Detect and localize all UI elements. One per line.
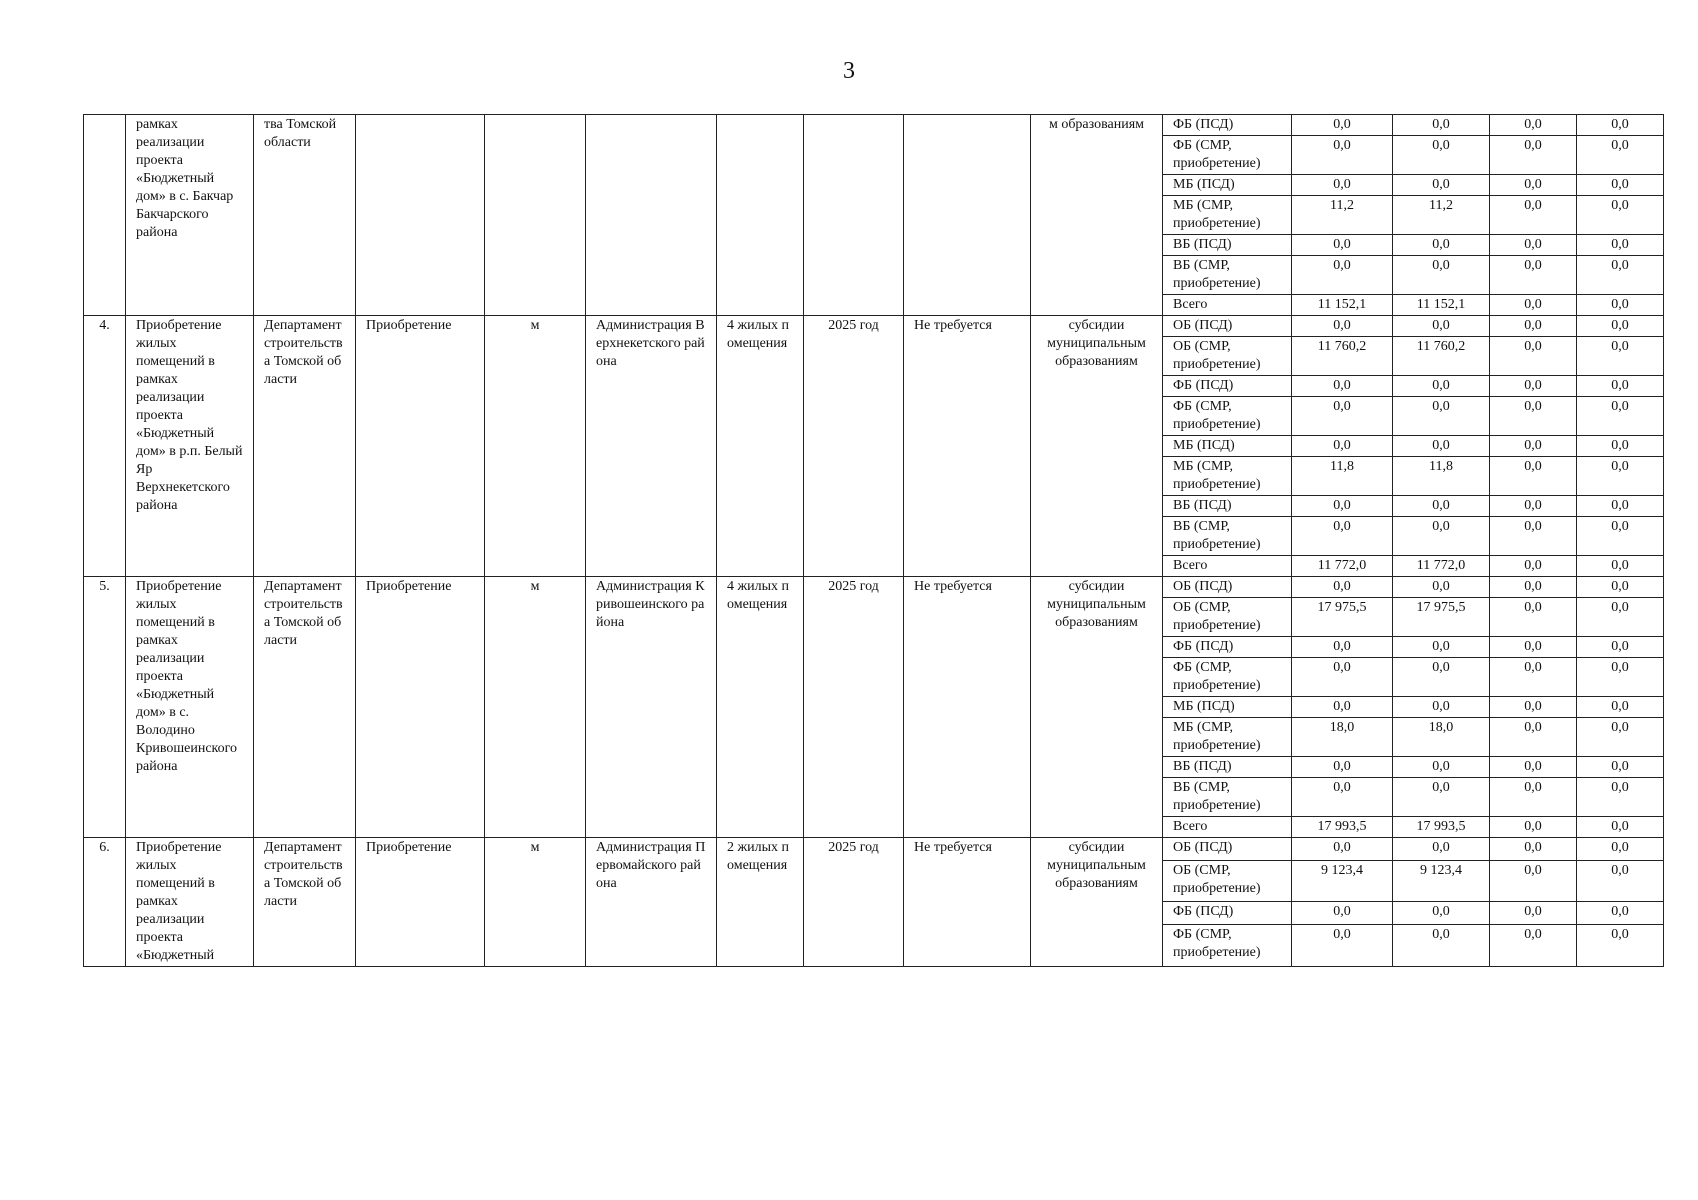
amount-cell: 0,0 <box>1577 697 1664 718</box>
funding-source: МБ (ПСД) <box>1163 436 1292 457</box>
amount-cell: 0,0 <box>1490 925 1577 967</box>
project-recipient: Администрация Первомайского района <box>586 838 717 967</box>
amount-cell: 0,0 <box>1490 577 1577 598</box>
amount-cell: 0,0 <box>1393 436 1490 457</box>
amount-cell: 0,0 <box>1393 925 1490 967</box>
amount-cell: 0,0 <box>1577 517 1664 556</box>
amount-cell: 0,0 <box>1577 718 1664 757</box>
page-number: 3 <box>843 58 855 84</box>
project-capacity <box>717 115 804 316</box>
amount-cell: 0,0 <box>1292 658 1393 697</box>
funding-source: ОБ (СМР, приобретение) <box>1163 337 1292 376</box>
amount-cell: 0,0 <box>1577 496 1664 517</box>
amount-cell: 11,2 <box>1292 196 1393 235</box>
amount-cell: 0,0 <box>1393 697 1490 718</box>
table-row <box>84 115 1664 136</box>
amount-cell: 0,0 <box>1490 637 1577 658</box>
amount-cell: 0,0 <box>1292 256 1393 295</box>
amount-cell: 0,0 <box>1577 757 1664 778</box>
amount-cell: 0,0 <box>1292 517 1393 556</box>
project-number <box>84 115 126 316</box>
amount-cell: 17 993,5 <box>1292 817 1393 838</box>
amount-cell: 11,2 <box>1393 196 1490 235</box>
amount-cell: 0,0 <box>1490 556 1577 577</box>
funding-source: ОБ (ПСД) <box>1163 577 1292 598</box>
amount-cell: 0,0 <box>1490 838 1577 861</box>
funding-source: МБ (ПСД) <box>1163 697 1292 718</box>
amount-cell: 0,0 <box>1577 902 1664 925</box>
funding-source: ОБ (ПСД) <box>1163 316 1292 337</box>
amount-cell: 0,0 <box>1490 235 1577 256</box>
amount-cell: 0,0 <box>1490 860 1577 902</box>
amount-cell: 0,0 <box>1577 136 1664 175</box>
amount-cell: 0,0 <box>1577 778 1664 817</box>
project-capacity: 4 жилых помещения <box>717 577 804 838</box>
project-mechanism: субсидии муниципальным образованиям <box>1031 838 1163 967</box>
table-body <box>84 115 1664 967</box>
project-period: 2025 год <box>804 838 904 967</box>
amount-cell: 0,0 <box>1393 637 1490 658</box>
project-period <box>804 115 904 316</box>
project-executor: тва Томской области <box>254 115 356 316</box>
project-name: Приобретение жилых помещений в рамках реализации проекта «Бюджетный <box>126 838 254 967</box>
amount-cell: 11 760,2 <box>1393 337 1490 376</box>
amount-cell: 0,0 <box>1292 136 1393 175</box>
amount-cell: 0,0 <box>1577 397 1664 436</box>
funding-source: ФБ (ПСД) <box>1163 637 1292 658</box>
amount-cell: 0,0 <box>1393 256 1490 295</box>
amount-cell: 0,0 <box>1577 376 1664 397</box>
project-unit: м <box>485 316 586 577</box>
amount-cell: 0,0 <box>1292 577 1393 598</box>
project-name: Приобретение жилых помещений в рамках реализации проекта «Бюджетный дом» в с. Володино Кривошеинского района <box>126 577 254 838</box>
amount-cell: 0,0 <box>1490 295 1577 316</box>
amount-cell: 11 152,1 <box>1292 295 1393 316</box>
project-unit: м <box>485 577 586 838</box>
amount-cell: 18,0 <box>1292 718 1393 757</box>
amount-cell: 0,0 <box>1393 838 1490 861</box>
amount-cell: 0,0 <box>1393 778 1490 817</box>
funding-source: ФБ (СМР, приобретение) <box>1163 925 1292 967</box>
amount-cell: 0,0 <box>1292 902 1393 925</box>
amount-cell: 0,0 <box>1577 436 1664 457</box>
table-row <box>84 577 1664 598</box>
amount-cell: 0,0 <box>1577 295 1664 316</box>
funding-source: Всего <box>1163 556 1292 577</box>
amount-cell: 0,0 <box>1577 235 1664 256</box>
funding-source: ВБ (СМР, приобретение) <box>1163 517 1292 556</box>
project-kind: Приобретение <box>356 838 485 967</box>
amount-cell: 0,0 <box>1490 115 1577 136</box>
funding-source: ФБ (СМР, приобретение) <box>1163 397 1292 436</box>
funding-source: ВБ (СМР, приобретение) <box>1163 256 1292 295</box>
funding-source: МБ (ПСД) <box>1163 175 1292 196</box>
amount-cell: 0,0 <box>1490 598 1577 637</box>
amount-cell: 0,0 <box>1490 902 1577 925</box>
amount-cell: 0,0 <box>1393 577 1490 598</box>
amount-cell: 11,8 <box>1393 457 1490 496</box>
project-number: 4. <box>84 316 126 577</box>
amount-cell: 0,0 <box>1292 697 1393 718</box>
project-period: 2025 год <box>804 316 904 577</box>
amount-cell: 0,0 <box>1292 235 1393 256</box>
amount-cell: 0,0 <box>1292 397 1393 436</box>
amount-cell: 0,0 <box>1393 316 1490 337</box>
amount-cell: 0,0 <box>1393 376 1490 397</box>
amount-cell: 0,0 <box>1490 397 1577 436</box>
amount-cell: 0,0 <box>1292 778 1393 817</box>
funding-source: ФБ (ПСД) <box>1163 115 1292 136</box>
amount-cell: 0,0 <box>1292 637 1393 658</box>
amount-cell: 0,0 <box>1577 316 1664 337</box>
funding-source: ОБ (СМР, приобретение) <box>1163 860 1292 902</box>
amount-cell: 11 760,2 <box>1292 337 1393 376</box>
funding-source: ФБ (СМР, приобретение) <box>1163 136 1292 175</box>
project-mechanism: субсидии муниципальным образованиям <box>1031 316 1163 577</box>
amount-cell: 0,0 <box>1490 175 1577 196</box>
project-executor: Департамент строительства Томской области <box>254 316 356 577</box>
amount-cell: 11,8 <box>1292 457 1393 496</box>
amount-cell: 0,0 <box>1490 757 1577 778</box>
project-expertise: Не требуется <box>904 838 1031 967</box>
project-kind <box>356 115 485 316</box>
amount-cell: 0,0 <box>1577 860 1664 902</box>
funding-source: МБ (СМР, приобретение) <box>1163 457 1292 496</box>
amount-cell: 0,0 <box>1393 115 1490 136</box>
amount-cell: 0,0 <box>1490 337 1577 376</box>
amount-cell: 0,0 <box>1292 925 1393 967</box>
amount-cell: 0,0 <box>1577 598 1664 637</box>
amount-cell: 0,0 <box>1292 496 1393 517</box>
amount-cell: 0,0 <box>1393 496 1490 517</box>
funding-source: МБ (СМР, приобретение) <box>1163 196 1292 235</box>
amount-cell: 0,0 <box>1393 136 1490 175</box>
amount-cell: 9 123,4 <box>1292 860 1393 902</box>
amount-cell: 18,0 <box>1393 718 1490 757</box>
project-mechanism: м образованиям <box>1031 115 1163 316</box>
project-kind: Приобретение <box>356 316 485 577</box>
project-name: рамках реализации проекта «Бюджетный дом» в с. Бакчар Бакчарского района <box>126 115 254 316</box>
amount-cell: 0,0 <box>1577 196 1664 235</box>
project-executor: Департамент строительства Томской области <box>254 838 356 967</box>
amount-cell: 0,0 <box>1490 778 1577 817</box>
funding-source: МБ (СМР, приобретение) <box>1163 718 1292 757</box>
amount-cell: 0,0 <box>1490 517 1577 556</box>
amount-cell: 0,0 <box>1577 457 1664 496</box>
project-period: 2025 год <box>804 577 904 838</box>
amount-cell: 11 772,0 <box>1393 556 1490 577</box>
project-kind: Приобретение <box>356 577 485 838</box>
amount-cell: 0,0 <box>1393 902 1490 925</box>
project-capacity: 2 жилых помещения <box>717 838 804 967</box>
amount-cell: 0,0 <box>1490 376 1577 397</box>
funding-source: ОБ (ПСД) <box>1163 838 1292 861</box>
amount-cell: 0,0 <box>1490 697 1577 718</box>
amount-cell: 0,0 <box>1490 817 1577 838</box>
project-expertise <box>904 115 1031 316</box>
amount-cell: 0,0 <box>1393 658 1490 697</box>
budget-table <box>83 114 1664 967</box>
funding-source: Всего <box>1163 817 1292 838</box>
amount-cell: 0,0 <box>1292 436 1393 457</box>
amount-cell: 0,0 <box>1490 136 1577 175</box>
table-row <box>84 316 1664 337</box>
amount-cell: 0,0 <box>1490 457 1577 496</box>
funding-source: ВБ (ПСД) <box>1163 757 1292 778</box>
amount-cell: 0,0 <box>1490 718 1577 757</box>
project-name: Приобретение жилых помещений в рамках реализации проекта «Бюджетный дом» в р.п. Белый Яр Верхнекетского района <box>126 316 254 577</box>
amount-cell: 0,0 <box>1577 817 1664 838</box>
amount-cell: 11 772,0 <box>1292 556 1393 577</box>
funding-source: ФБ (СМР, приобретение) <box>1163 658 1292 697</box>
amount-cell: 17 975,5 <box>1292 598 1393 637</box>
table-row <box>84 838 1664 861</box>
project-executor: Департамент строительства Томской области <box>254 577 356 838</box>
funding-source: ОБ (СМР, приобретение) <box>1163 598 1292 637</box>
project-expertise: Не требуется <box>904 577 1031 838</box>
amount-cell: 0,0 <box>1577 337 1664 376</box>
amount-cell: 0,0 <box>1292 376 1393 397</box>
amount-cell: 0,0 <box>1393 235 1490 256</box>
funding-source: ФБ (ПСД) <box>1163 902 1292 925</box>
project-expertise: Не требуется <box>904 316 1031 577</box>
amount-cell: 0,0 <box>1577 115 1664 136</box>
funding-source: ВБ (ПСД) <box>1163 235 1292 256</box>
amount-cell: 0,0 <box>1577 925 1664 967</box>
project-number: 6. <box>84 838 126 967</box>
project-number: 5. <box>84 577 126 838</box>
amount-cell: 0,0 <box>1490 658 1577 697</box>
funding-source: ВБ (ПСД) <box>1163 496 1292 517</box>
amount-cell: 0,0 <box>1490 256 1577 295</box>
project-unit <box>485 115 586 316</box>
amount-cell: 0,0 <box>1393 397 1490 436</box>
funding-source: ВБ (СМР, приобретение) <box>1163 778 1292 817</box>
amount-cell: 0,0 <box>1577 556 1664 577</box>
amount-cell: 0,0 <box>1292 175 1393 196</box>
amount-cell: 0,0 <box>1490 196 1577 235</box>
project-recipient: Администрация Верхнекетского района <box>586 316 717 577</box>
amount-cell: 0,0 <box>1292 316 1393 337</box>
amount-cell: 0,0 <box>1393 517 1490 556</box>
project-mechanism: субсидии муниципальным образованиям <box>1031 577 1163 838</box>
project-recipient <box>586 115 717 316</box>
amount-cell: 0,0 <box>1292 115 1393 136</box>
project-unit: м <box>485 838 586 967</box>
amount-cell: 0,0 <box>1292 838 1393 861</box>
amount-cell: 11 152,1 <box>1393 295 1490 316</box>
amount-cell: 0,0 <box>1577 637 1664 658</box>
funding-source: Всего <box>1163 295 1292 316</box>
amount-cell: 0,0 <box>1490 316 1577 337</box>
funding-source: ФБ (ПСД) <box>1163 376 1292 397</box>
amount-cell: 0,0 <box>1393 757 1490 778</box>
amount-cell: 0,0 <box>1490 436 1577 457</box>
amount-cell: 0,0 <box>1577 838 1664 861</box>
amount-cell: 0,0 <box>1577 577 1664 598</box>
amount-cell: 0,0 <box>1490 496 1577 517</box>
amount-cell: 17 975,5 <box>1393 598 1490 637</box>
amount-cell: 0,0 <box>1292 757 1393 778</box>
project-capacity: 4 жилых помещения <box>717 316 804 577</box>
amount-cell: 0,0 <box>1577 256 1664 295</box>
amount-cell: 17 993,5 <box>1393 817 1490 838</box>
project-recipient: Администрация Кривошеинского района <box>586 577 717 838</box>
amount-cell: 0,0 <box>1577 658 1664 697</box>
amount-cell: 0,0 <box>1393 175 1490 196</box>
amount-cell: 9 123,4 <box>1393 860 1490 902</box>
amount-cell: 0,0 <box>1577 175 1664 196</box>
